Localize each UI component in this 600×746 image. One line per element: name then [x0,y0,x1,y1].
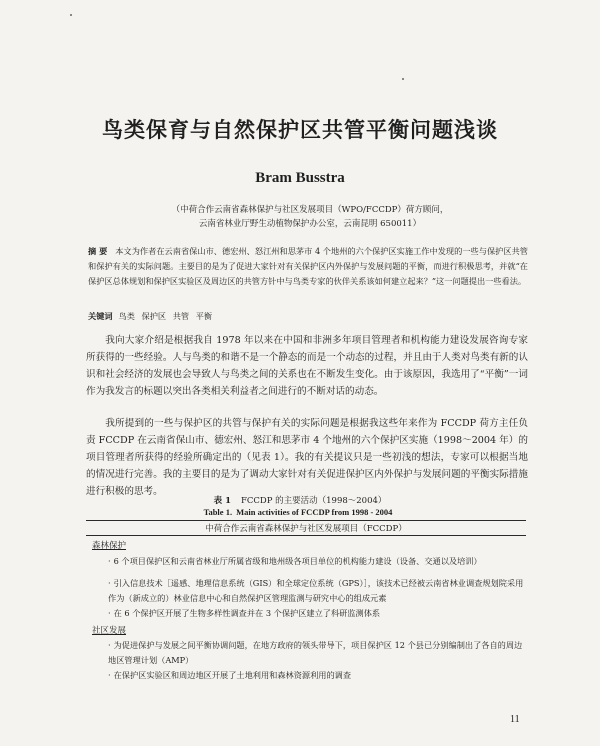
scan-speck [402,78,404,80]
table-section-community-development: 社区发展 [92,626,127,636]
bullet-mark: · [108,640,111,650]
table-caption-en-text: Main activities of FCCDP from 1998 - 2004 [236,507,393,517]
table-item-text: 6 个项目保护区和云南省林业厅所属省级和地州级各项目单位的机构能力建设（设备、交通以及培训） [113,556,482,566]
affiliation-line-1: （中荷合作云南省森林保护与社区发展项目（WPO/FCCDP）荷方顾问， [171,205,449,215]
table-item [108,668,528,683]
abstract [88,244,528,289]
keywords-label: 关键词 [88,311,113,321]
author-name: Bram Busstra [255,170,345,186]
page-number: 11 [510,714,520,725]
table-item-text: 在保护区实验区和周边地区开展了土地利用和森林资源利用的调查 [113,670,352,680]
bullet-mark: · [108,578,111,588]
table-item-text: 为促进保护与发展之间平衡协调问题，在地方政府的领头带导下，项目保护区 12 个县已分别编制出了各自的周边地区管理计划（AMP） [108,640,523,665]
keywords [88,311,528,322]
table-item [108,554,528,569]
bullet-mark: · [108,670,111,680]
table-section-forest-protection: 森林保护 [92,541,127,551]
table-item-text: 在 6 个保护区开展了生物多样性调查并在 3 个保护区建立了科研监测体系 [113,608,381,618]
table-top-rule [86,520,526,521]
body-paragraph-1: 我向大家介绍是根据我自 1978 年以来在中国和非洲多年项目管理者和机构能力建设发展咨询专家所获得的一些经验。人与鸟类的和谐不是一个静态的而是一个动态的过程，并且由于人类对鸟类有新的认识和社会经济的发展也会导致人与鸟类之间的关系也在不断发生变化。由于该原因，我选用了“平衡”一词作为我发言的标题以突出各类相关利益者之间进行的不断对话的动态。 [86,335,528,397]
table-caption-cn-number: 表 1 [213,496,231,506]
affiliation-line-2: 云南省林业厅野生动植物保护办公室，云南昆明 650011） [198,219,422,229]
abstract-text: 本文为作者在云南省保山市、德宏州、怒江州和思茅市 4 个地州的六个保护区实施工作中发现的一些与保护区共管和保护有关的实际问题。主要目的是为了促进大家针对有关保护区内外保护与发展问题的平衡，而进行积极思考，并就“在保护区总体规划和保护区实验区及周边区的共管方针中与鸟类专家的伙伴关系该如何建立起来？”这一问题提出一些看法。 [88,246,528,286]
abstract-label: 摘 要 [88,246,108,256]
table-item [108,606,528,621]
keywords-terms: 鸟类 保护区 共管 平衡 [118,311,213,321]
article-title: 鸟类保育与自然保护区共管平衡问题浅谈 [102,118,498,142]
table-header-rule [86,535,526,536]
table-caption-cn-text: FCCDP 的主要活动（1998～2004） [240,496,387,506]
table-item-text: 引入信息技术［遥感、地理信息系统（GIS）和全球定位系统（GPS）］，该技术已经被云南省林业调查规划院采用作为（新成立的）林业信息中心和自然保护区管理监测与研究中心的组成元素 [108,578,524,603]
body-paragraph-2: 我所提到的一些与保护区的共管与保护有关的实际问题是根据我这些年来作为 FCCDP 荷方主任负责 FCCDP 在云南省保山市、德宏州、怒江和思茅市 4 个地州的六个保护区实施（1998～2004 年）的项目管理者所获得的经验所确定出的（见表 1）。我的有关提议只是一些初浅的想法，专家可以根据当地的情况进行完善。我的主要目的是为了调动大家针对有关促进保护区内外保护与发展问题的平衡实际措施进行积极的思考。 [86,418,528,497]
table-caption-en-number: Table 1. [203,507,233,517]
table-header: 中荷合作云南省森林保护与社区发展项目（FCCDP） [205,524,407,534]
table-caption-en [140,507,460,517]
table-item [108,576,528,606]
scan-speck [70,14,72,16]
bullet-mark: · [108,608,111,618]
bullet-mark: · [108,556,111,566]
table-caption-cn [180,494,420,506]
table-item [108,638,528,668]
